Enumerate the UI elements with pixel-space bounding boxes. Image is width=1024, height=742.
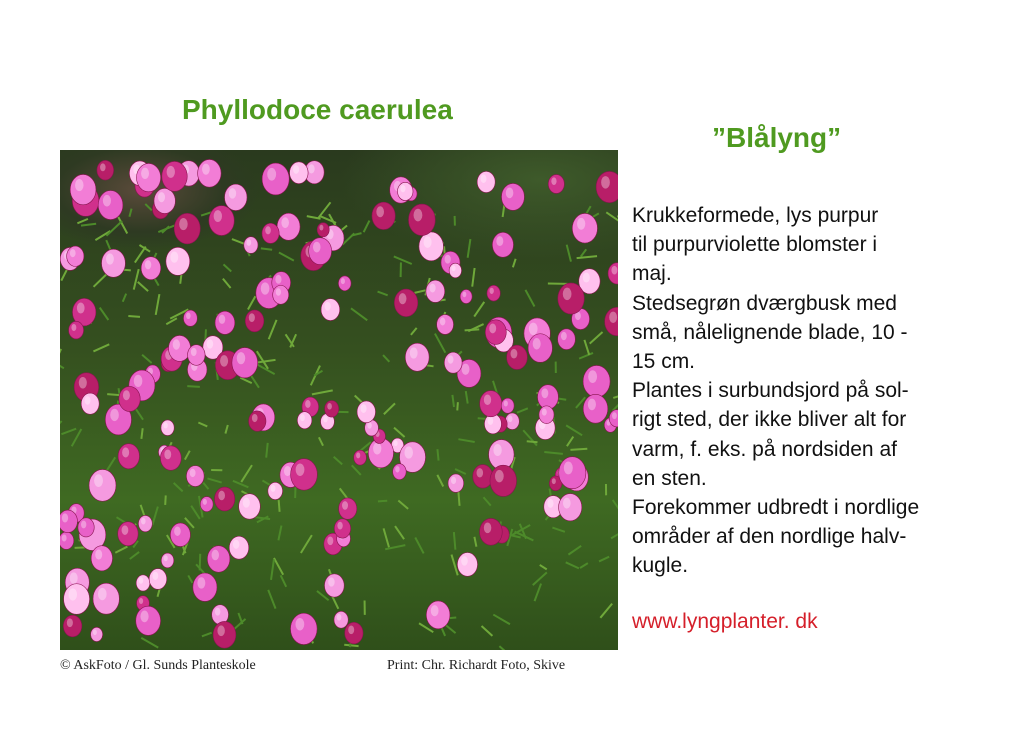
description — [632, 201, 1012, 581]
common-name-title: ”Blålyng” — [712, 122, 842, 153]
description-line: områder af den nordlige halv- — [632, 525, 907, 549]
description-line: Plantes i surbundsjord på sol- — [632, 379, 909, 403]
description-line: til purpurviolette blomster i — [632, 233, 878, 257]
description-line: rigt sted, der ikke bliver alt for — [632, 408, 907, 432]
description-line: Stedsegrøn dværgbusk med — [632, 291, 897, 315]
description-line: 15 cm. — [632, 350, 696, 374]
plant-photo — [60, 150, 618, 650]
description-line: maj. — [632, 262, 672, 286]
description-line: Forekommer udbredt i nordlige — [632, 496, 920, 520]
website-link[interactable]: www.lyngplanter. dk — [632, 610, 818, 633]
description-line: kugle. — [632, 554, 689, 578]
latin-name-title: Phyllodoce caerulea — [182, 94, 453, 125]
description-line: Krukkeformede, lys purpur — [632, 204, 879, 227]
description-line: varm, f. eks. på nordsiden af — [632, 437, 897, 461]
flower-cluster-illustration — [60, 150, 618, 650]
print-credit: Print: Chr. Richardt Foto, Skive — [387, 658, 566, 673]
description-line: en sten. — [632, 466, 707, 490]
description-line: små, nålelignende blade, 10 - — [632, 320, 908, 344]
photo-credit: © AskFoto / Gl. Sunds Planteskole — [60, 658, 256, 673]
